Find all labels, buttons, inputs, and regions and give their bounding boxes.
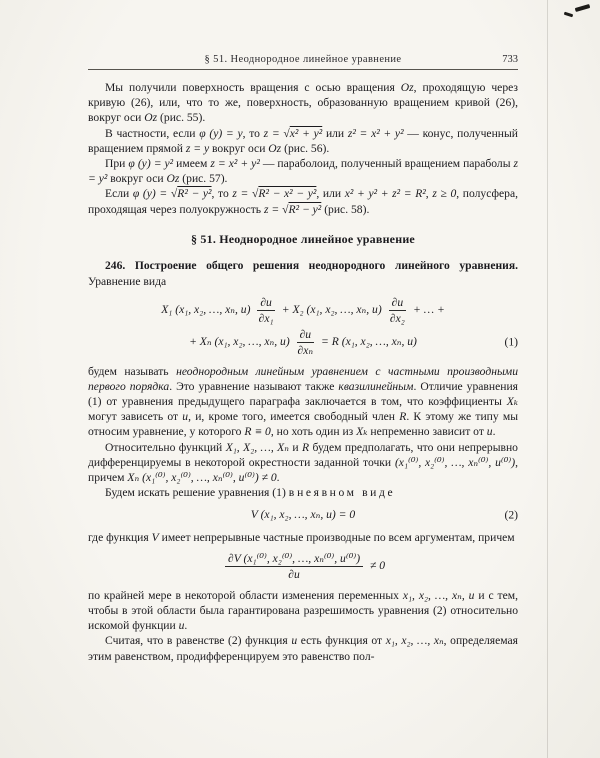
math-run: = R (x₁, x₂, …, xₙ, u) xyxy=(318,334,417,348)
text-run: будем предполагать, что они непрерывно дифференцируемы в некоторой окрестности заданной точки xyxy=(88,440,518,469)
math-run: Xₖ xyxy=(356,425,368,439)
math-run: u xyxy=(486,425,493,439)
intro-paragraph-2 xyxy=(88,126,518,156)
fraction xyxy=(257,296,275,325)
paragraph-assumptions xyxy=(88,440,518,486)
math-run: Oz xyxy=(144,111,158,125)
running-head-title: § 51. Неоднородное линейное уравнение xyxy=(204,54,402,65)
paragraph-region xyxy=(88,588,518,634)
text-run: . Отличие уравнения (1) от уравнения предыдущего параграфа заключается в том, что коэффициенты xyxy=(88,379,518,409)
radicand: R² − x² − y² xyxy=(258,187,317,201)
text-run: имеет непрерывные частные производные по всем аргументам, причем xyxy=(158,530,515,544)
radical-sign: √ xyxy=(252,187,259,201)
fraction xyxy=(225,552,363,581)
scan-artifact xyxy=(575,4,591,12)
math-run: Oz xyxy=(166,172,180,186)
paragraph-definition xyxy=(88,364,518,440)
text-run: . К этому же типу мы относим уравнение, у которого xyxy=(88,410,518,439)
text-run: Относительно функций xyxy=(105,440,226,454)
text-run: (рис. 57). xyxy=(179,172,228,186)
text-run: — конус, полученный вращением прямой xyxy=(88,126,518,155)
text-run: В частности, если xyxy=(105,126,200,140)
math-run: R xyxy=(302,440,310,454)
math-run: Xₖ xyxy=(506,395,518,409)
scan-artifact xyxy=(564,12,573,18)
text-run: (рис. 56). xyxy=(281,141,330,155)
text-run: вокруг оси xyxy=(107,172,167,186)
page-edge-shadow xyxy=(547,0,548,758)
paragraph-246 xyxy=(88,258,518,288)
equation-1 xyxy=(88,296,518,357)
math-run: ≠ 0 xyxy=(367,558,386,572)
fraction-denominator: ∂xₙ xyxy=(297,343,314,357)
math-run: X₁, X₂, …, Xₙ xyxy=(225,440,289,454)
equation-2 xyxy=(88,507,518,522)
text-run: (рис. 55). xyxy=(157,111,206,125)
math-run: X₁ (x₁, x₂, …, xₙ, u) xyxy=(161,302,254,316)
subsection-title: 246. Построение общего решения неоднородного линейного уравнения. xyxy=(105,259,518,273)
math-run: Xₙ (x₁⁽⁰⁾, x₂⁽⁰⁾, …, xₙ⁽⁰⁾, u⁽⁰⁾) ≠ 0 xyxy=(127,471,277,485)
text-run: где функция xyxy=(88,530,152,544)
text-run: — параболоид, полученный вращением параболы xyxy=(259,156,514,170)
math-run: x₁, x₂, …, xₙ xyxy=(385,634,444,648)
text-run: , или xyxy=(316,187,345,201)
text-run: , проходящую через кривую (26), или, что то же, поверхность, образованную вращением кривой (26), вокруг оси xyxy=(88,81,518,125)
math-run: φ (y) = xyxy=(132,187,171,201)
fraction-numerator: ∂u xyxy=(297,328,315,343)
text-run: . xyxy=(184,619,188,633)
text-run: , то xyxy=(211,187,233,201)
math-run: z = y xyxy=(185,141,210,155)
emphasis-run: неоднородным линейным уравнением с частными производными первого порядка xyxy=(88,364,518,393)
text-run: Будем искать решение уравнения (1) в xyxy=(105,486,298,500)
equation-number: (1) xyxy=(504,335,518,349)
math-run: φ (y) = y² xyxy=(128,156,174,170)
text-run: и с тем, чтобы в этой области была гарантирована разрешимость уравнения (2) относительно искомой функции xyxy=(88,588,518,633)
math-run: z = y² xyxy=(88,156,519,186)
text-run: Считая, что в равенстве (2) функция xyxy=(105,634,292,648)
page-body xyxy=(88,80,518,664)
text-run: . Это уравнение называют также xyxy=(169,379,339,393)
fraction-denominator: ∂u xyxy=(288,567,300,581)
equation-3-line xyxy=(88,552,518,581)
fraction-denominator: ∂x₁ xyxy=(258,311,274,325)
math-run: z ≥ 0 xyxy=(432,187,457,201)
paragraph-v-function xyxy=(88,530,518,545)
text-run: имеем xyxy=(173,156,211,170)
equation-2-line xyxy=(88,507,518,522)
fraction-numerator: ∂V (x₁⁽⁰⁾, x₂⁽⁰⁾, …, xₙ⁽⁰⁾, u⁽⁰⁾) xyxy=(225,552,363,567)
math-run: + Xₙ (x₁, x₂, …, xₙ, u) xyxy=(189,334,293,348)
radicand: x² + y² xyxy=(289,126,323,140)
math-run: z = xyxy=(263,202,283,216)
fraction xyxy=(297,328,315,357)
text-run: Мы получили поверхность вращения с осью вращения xyxy=(105,81,401,94)
radical-sign: √ xyxy=(283,126,290,140)
text-run: есть функция от xyxy=(297,634,386,648)
fraction-numerator: ∂u xyxy=(257,296,275,311)
fraction-denominator: ∂x₂ xyxy=(389,311,405,325)
math-run: z² = x² + y² xyxy=(347,126,404,140)
math-run: u xyxy=(182,410,189,424)
math-run: u xyxy=(178,619,185,633)
math-run: x² + y² + z² = R² xyxy=(344,187,426,201)
math-run: V xyxy=(151,530,159,544)
text-run: , но хоть один из xyxy=(270,425,357,439)
running-head xyxy=(88,54,518,65)
text-run: могут зависеть от xyxy=(88,410,183,424)
math-run: z = x² + y² xyxy=(210,156,260,170)
math-run: R ≡ 0 xyxy=(244,425,271,439)
text-run: , причем xyxy=(88,455,518,485)
text-run: , полусфера, проходящая через полуокружность xyxy=(88,187,519,216)
text-run: Уравнение вида xyxy=(88,274,167,288)
text-run: . xyxy=(492,425,496,439)
radicand: R² − y² xyxy=(288,202,322,216)
math-run: φ (y) = y xyxy=(199,126,243,140)
text-run: и xyxy=(288,440,303,454)
paragraph-final xyxy=(88,633,518,663)
text-run: , то xyxy=(242,126,264,140)
section-heading: § 51. Неоднородное линейное уравнение xyxy=(191,231,415,246)
text-run: , xyxy=(425,187,433,201)
equation-1-line-1 xyxy=(88,296,518,325)
equation-number: (2) xyxy=(504,508,518,522)
intro-paragraph-4 xyxy=(88,186,518,216)
text-run: При xyxy=(105,156,129,170)
spaced-emphasis: неявном виде xyxy=(297,486,396,500)
intro-paragraph-3 xyxy=(88,156,518,186)
math-run: x₁, x₂, …, xₙ, u xyxy=(402,588,475,602)
math-run: z = xyxy=(232,187,253,201)
emphasis-run: квазилинейным xyxy=(338,379,414,393)
fraction xyxy=(389,296,407,325)
math-run: Oz xyxy=(400,81,414,94)
math-run: V (x₁, x₂, …, xₙ, u) = 0 xyxy=(250,508,356,522)
math-run: z = xyxy=(263,126,284,140)
page-number: 733 xyxy=(502,54,518,65)
fraction-numerator: ∂u xyxy=(389,296,407,311)
radical-sign: √ xyxy=(170,187,178,201)
math-run: (x₁⁽⁰⁾, x₂⁽⁰⁾, …, xₙ⁽⁰⁾, u⁽⁰⁾) xyxy=(394,455,516,469)
text-run: . xyxy=(276,471,280,485)
intro-paragraph-1 xyxy=(88,80,518,126)
header-rule xyxy=(88,69,518,70)
text-run: , определяемая этим равенством, продифференцируем это равенство пол- xyxy=(88,634,518,663)
paragraph-implicit-form xyxy=(88,485,518,500)
radicand: R² − y² xyxy=(177,187,212,201)
radical-sign: √ xyxy=(282,202,289,216)
math-run: Oz xyxy=(268,141,282,155)
equation-1-line-2 xyxy=(88,328,518,357)
text-run: по крайней мере в некоторой области изменения переменных xyxy=(88,588,403,602)
text-run: (рис. 58). xyxy=(321,202,370,216)
text-run: Если xyxy=(105,187,133,201)
math-run: + … + xyxy=(410,302,445,316)
math-run: u xyxy=(291,634,298,648)
text-run: или xyxy=(322,126,348,140)
math-run: + X₂ (x₁, x₂, …, xₙ, u) xyxy=(278,302,385,316)
text-run: будем называть xyxy=(88,364,177,378)
equation-3 xyxy=(88,552,518,581)
text-run: непременно зависит от xyxy=(367,425,487,439)
math-run: R xyxy=(399,410,407,424)
text-run: , и, кроме того, имеется свободный член xyxy=(188,410,400,424)
text-run: вокруг оси xyxy=(209,141,269,155)
